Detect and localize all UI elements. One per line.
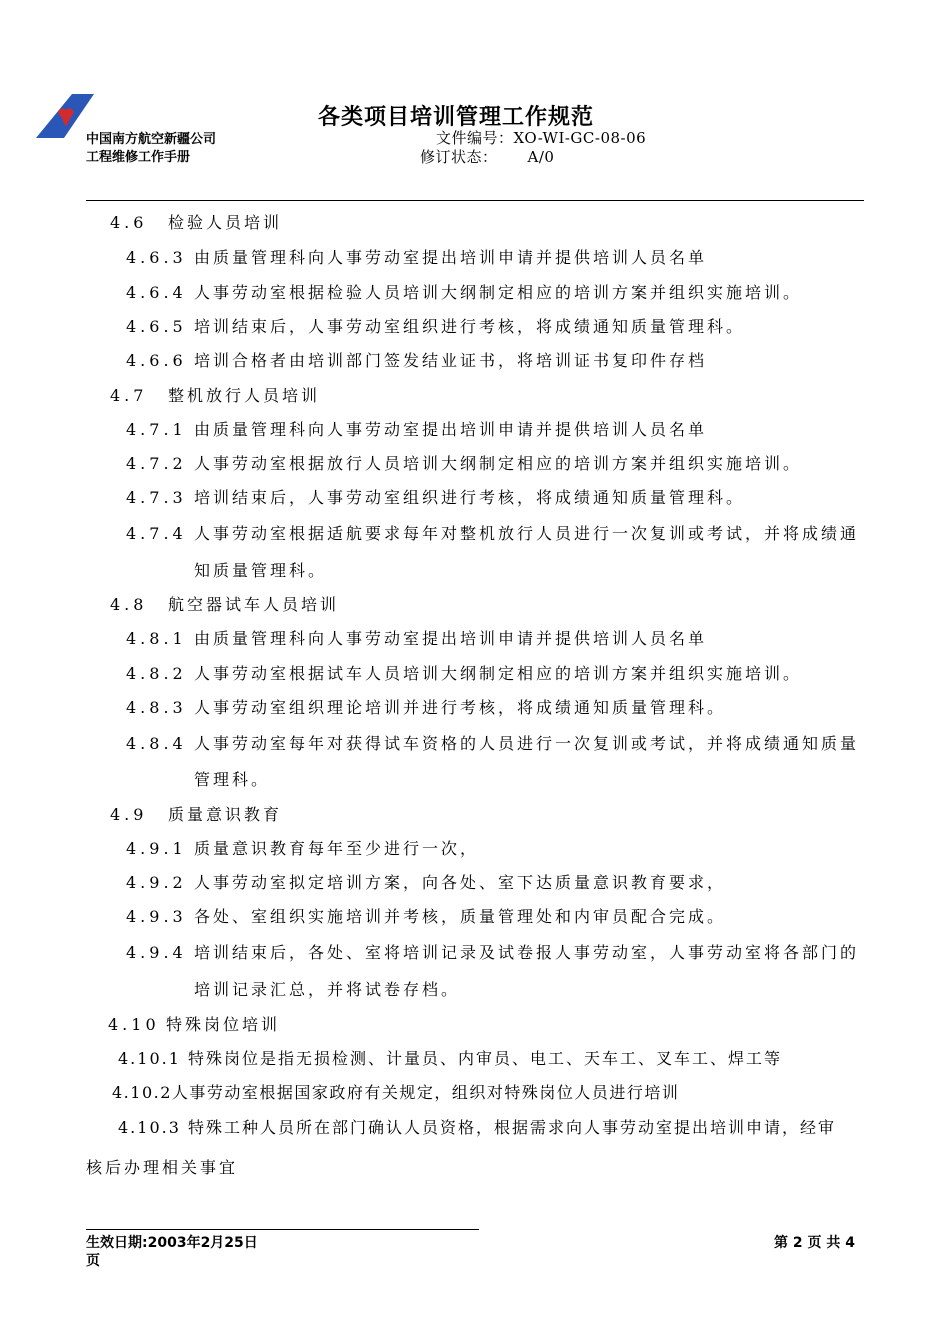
- section-text: 检验人员培训: [168, 213, 283, 232]
- section-number: 4.7: [110, 386, 148, 405]
- item-4-8-2: [126, 661, 802, 684]
- doc-number-value: XO-WI-GC-08-06: [513, 129, 647, 147]
- item-number: 4.6.5: [126, 317, 187, 336]
- item-number: 4.8.3: [126, 698, 187, 717]
- item-4-10-2: 4.10.2人事劳动室根据国家政府有关规定，组织对特殊岗位人员进行培训: [112, 1083, 680, 1102]
- section-text: 特殊岗位培训: [166, 1015, 281, 1034]
- item-4-8-4: [126, 731, 859, 754]
- section-number: 4.8: [110, 595, 148, 614]
- page-number: 第 2 页 共 4: [774, 1235, 855, 1251]
- item-4-9-3: [126, 904, 726, 927]
- item-text: 由质量管理科向人事劳动室提出培训申请并提供培训人员名单: [194, 629, 708, 648]
- section-text: 航空器试车人员培训: [168, 595, 340, 614]
- item-number: 4.8.4: [126, 734, 187, 753]
- revision-label: 修订状态：: [420, 148, 498, 166]
- item-4-7-4-continued: 知质量管理科。: [194, 561, 328, 580]
- item-number: 4.9.2: [126, 873, 187, 892]
- item-text: 人事劳动室拟定培训方案，向各处、室下达质量意识教育要求，: [194, 873, 727, 892]
- item-4-9-2: [126, 870, 726, 893]
- section-number: 4.9: [110, 805, 148, 824]
- item-4-7-4: [126, 521, 859, 544]
- section-4-7: [110, 383, 320, 406]
- item-number: 4.6.3: [126, 248, 187, 267]
- item-text: 由质量管理科向人事劳动室提出培训申请并提供培训人员名单: [194, 420, 708, 439]
- manual-name: 工程维修工作手册: [86, 150, 191, 165]
- item-4-7-1: [126, 417, 707, 440]
- item-4-10-1: 4.10.1 特殊岗位是指无损检测、计量员、内审员、电工、天车工、叉车工、焊工等: [118, 1049, 782, 1068]
- item-number: 4.9.1: [126, 839, 187, 858]
- document-title: 各类项目培训管理工作规范: [318, 105, 595, 130]
- item-4-9-1: [126, 836, 479, 859]
- item-number: 4.7.3: [126, 488, 187, 507]
- item-text: 培训结束后，人事劳动室组织进行考核，将成绩通知质量管理科。: [194, 317, 746, 336]
- revision-value: A/0: [527, 148, 555, 166]
- section-4-8: [110, 592, 339, 615]
- section-4-10: [108, 1012, 280, 1035]
- item-number: 4.6.4: [126, 283, 187, 302]
- item-text: 培训合格者由培训部门签发结业证书，将培训证书复印件存档: [194, 351, 708, 370]
- item-4-8-1: [126, 626, 707, 649]
- item-4-9-4: [126, 940, 859, 963]
- item-4-6-5: [126, 314, 745, 337]
- item-4-8-4-continued: 管理科。: [194, 770, 271, 789]
- section-text: 整机放行人员培训: [168, 386, 321, 405]
- effective-date: 生效日期:2003年2月25日: [86, 1235, 258, 1251]
- item-text: 质量意识教育每年至少进行一次，: [194, 839, 480, 858]
- section-4-9: [110, 802, 282, 825]
- item-number: 4.6.6: [126, 351, 187, 370]
- revision-status: [420, 146, 554, 167]
- doc-number: [436, 127, 646, 148]
- item-number: 4.9.4: [126, 943, 187, 962]
- item-number: 4.7.1: [126, 420, 187, 439]
- item-4-6-4: [126, 280, 802, 303]
- page-number-continued: 页: [86, 1253, 100, 1269]
- item-text: 人事劳动室根据适航要求每年对整机放行人员进行一次复训或考试，并将成绩通: [194, 524, 860, 543]
- item-4-8-3: [126, 695, 726, 718]
- footer-divider: [86, 1229, 479, 1230]
- item-number: 4.8.1: [126, 629, 187, 648]
- item-text: 人事劳动室根据放行人员培训大纲制定相应的培训方案并组织实施培训。: [194, 454, 803, 473]
- doc-number-label: 文件编号：: [436, 129, 514, 147]
- item-4-9-4-continued: 培训记录汇总，并将试卷存档。: [194, 980, 461, 999]
- item-number: 4.8.2: [126, 664, 187, 683]
- item-4-10-3: 4.10.3 特殊工种人员所在部门确认人员资格，根据需求向人事劳动室提出培训申请，经审: [118, 1118, 836, 1137]
- item-4-6-3: [126, 245, 707, 268]
- item-text: 人事劳动室每年对获得试车资格的人员进行一次复训或考试，并将成绩通知质量: [194, 734, 860, 753]
- item-number: 4.7.4: [126, 524, 187, 543]
- item-4-10-3-continued: 核后办理相关事宜: [86, 1158, 239, 1177]
- section-text: 质量意识教育: [168, 805, 283, 824]
- item-4-6-6: [126, 348, 707, 371]
- item-4-7-2: [126, 451, 802, 474]
- item-text: 培训结束后，人事劳动室组织进行考核，将成绩通知质量管理科。: [194, 488, 746, 507]
- item-text: 由质量管理科向人事劳动室提出培训申请并提供培训人员名单: [194, 248, 708, 267]
- item-number: 4.7.2: [126, 454, 187, 473]
- section-number: 4.6: [110, 213, 148, 232]
- header-divider: [86, 200, 864, 201]
- company-name: 中国南方航空新疆公司: [86, 132, 217, 147]
- item-text: 培训结束后，各处、室将培训记录及试卷报人事劳动室，人事劳动室将各部门的: [194, 943, 860, 962]
- item-4-7-3: [126, 485, 745, 508]
- section-number: 4.10: [108, 1015, 160, 1034]
- item-text: 人事劳动室组织理论培训并进行考核，将成绩通知质量管理科。: [194, 698, 727, 717]
- item-text: 人事劳动室根据检验人员培训大纲制定相应的培训方案并组织实施培训。: [194, 283, 803, 302]
- item-text: 各处、室组织实施培训并考核，质量管理处和内审员配合完成。: [194, 907, 727, 926]
- item-text: 人事劳动室根据试车人员培训大纲制定相应的培训方案并组织实施培训。: [194, 664, 803, 683]
- item-number: 4.9.3: [126, 907, 187, 926]
- section-4-6: [110, 210, 282, 233]
